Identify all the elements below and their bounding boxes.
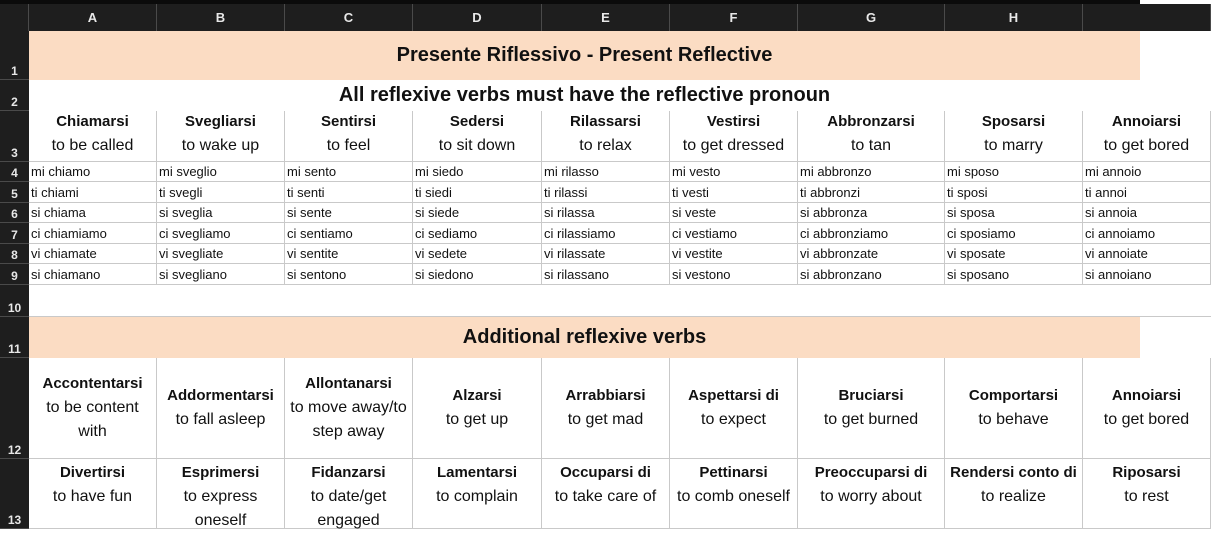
verb-english: to move away/to step away: [290, 399, 407, 440]
section-title[interactable]: Additional reflexive verbs: [29, 317, 1140, 358]
verb-english: to be content with: [46, 399, 139, 440]
verb-italian: Sposarsi: [981, 113, 1046, 130]
empty-cell[interactable]: [285, 285, 413, 317]
verb-english: to get dressed: [682, 137, 785, 154]
conjugation-cell[interactable]: vi chiamate: [29, 244, 157, 264]
verb-italian: Svegliarsi: [185, 113, 256, 130]
column-header[interactable]: E: [542, 4, 670, 31]
row-header[interactable]: 3: [0, 111, 29, 162]
column-header[interactable]: G: [798, 4, 945, 31]
column-header[interactable]: [1083, 4, 1211, 31]
conjugation-cell[interactable]: si sposa: [945, 203, 1083, 223]
page-title[interactable]: Presente Riflessivo - Present Reflective: [29, 31, 1140, 80]
row-header[interactable]: 13: [0, 459, 29, 529]
verb-header-cell[interactable]: [542, 111, 670, 162]
verb-italian: Abbronzarsi: [827, 113, 915, 130]
verb-english: to get bored: [1103, 411, 1190, 428]
conjugation-cell[interactable]: ci rilassiamo: [542, 223, 670, 244]
row-header[interactable]: 8: [0, 244, 29, 264]
verb-english: to complain: [436, 488, 518, 505]
verb-italian: Preoccuparsi di: [814, 464, 928, 481]
conjugation-cell[interactable]: mi chiamo: [29, 162, 157, 182]
conjugation-cell[interactable]: vi abbronzate: [798, 244, 945, 264]
verb-italian: Esprimersi: [181, 464, 260, 481]
verb-english: to comb oneself: [677, 488, 790, 505]
verb-italian: Aspettarsi di: [688, 387, 779, 404]
verb-italian: Arrabbiarsi: [565, 387, 646, 404]
additional-verb-cell[interactable]: [285, 358, 413, 459]
empty-cell[interactable]: [413, 285, 542, 317]
verb-italian: Alzarsi: [452, 387, 502, 404]
verb-english: to get mad: [567, 411, 644, 428]
row-header[interactable]: 10: [0, 285, 29, 317]
conjugation-cell[interactable]: ci sediamo: [413, 223, 542, 244]
additional-verb-cell[interactable]: [798, 459, 945, 529]
verb-english: to be called: [51, 137, 134, 154]
empty-cell[interactable]: [798, 285, 945, 317]
verb-italian: Rilassarsi: [570, 113, 641, 130]
empty-cell[interactable]: [157, 285, 285, 317]
column-header[interactable]: A: [29, 4, 157, 31]
conjugation-cell[interactable]: vi rilassate: [542, 244, 670, 264]
additional-verb-cell[interactable]: [29, 358, 157, 459]
additional-verb-cell[interactable]: [945, 358, 1083, 459]
conjugation-cell[interactable]: mi annoio: [1083, 162, 1211, 182]
verb-english: to marry: [984, 137, 1043, 154]
verb-english: to get burned: [823, 411, 919, 428]
subtitle[interactable]: All reflexive verbs must have the reflective pronoun: [338, 84, 831, 106]
additional-verb-cell[interactable]: [542, 358, 670, 459]
verb-italian: Fidanzarsi: [311, 464, 386, 481]
conjugation-cell[interactable]: ti sposi: [945, 182, 1083, 203]
additional-verb-cell[interactable]: [413, 358, 542, 459]
verb-english: to get bored: [1103, 137, 1190, 154]
conjugation-cell[interactable]: si annoiano: [1083, 264, 1211, 285]
conjugation-cell[interactable]: si siedono: [413, 264, 542, 285]
verb-english: to get up: [445, 411, 509, 428]
verb-italian: Annoiarsi: [1111, 387, 1182, 404]
conjugation-cell[interactable]: si rilassa: [542, 203, 670, 223]
conjugation-cell[interactable]: vi sentite: [285, 244, 413, 264]
verb-header-cell[interactable]: [670, 111, 798, 162]
verb-italian: Accontentarsi: [42, 375, 143, 392]
conjugation-cell[interactable]: si sveglia: [157, 203, 285, 223]
verb-italian: Sentirsi: [320, 113, 377, 130]
row-header[interactable]: 7: [0, 223, 29, 244]
verb-english: to rest: [1124, 488, 1169, 505]
conjugation-cell[interactable]: mi sento: [285, 162, 413, 182]
additional-verb-cell[interactable]: [798, 358, 945, 459]
conjugation-cell[interactable]: ti abbronzi: [798, 182, 945, 203]
additional-verb-cell[interactable]: [945, 459, 1083, 529]
conjugation-cell[interactable]: si rilassano: [542, 264, 670, 285]
additional-verb-cell[interactable]: [670, 358, 798, 459]
verb-italian: Comportarsi: [968, 387, 1059, 404]
row-header[interactable]: 9: [0, 264, 29, 285]
conjugation-cell[interactable]: ti vesti: [670, 182, 798, 203]
conjugation-cell[interactable]: mi vesto: [670, 162, 798, 182]
empty-cell[interactable]: [542, 285, 670, 317]
verb-italian: Rendersi conto di: [950, 464, 1077, 481]
verb-english: to expect: [701, 411, 766, 428]
conjugation-cell[interactable]: si chiamano: [29, 264, 157, 285]
empty-cell[interactable]: [945, 285, 1083, 317]
select-all-corner[interactable]: [0, 4, 29, 31]
conjugation-cell[interactable]: mi sposo: [945, 162, 1083, 182]
conjugation-cell[interactable]: vi vestite: [670, 244, 798, 264]
additional-verb-cell[interactable]: [670, 459, 798, 529]
additional-verb-cell[interactable]: [157, 358, 285, 459]
additional-verb-cell[interactable]: [413, 459, 542, 529]
column-header[interactable]: D: [413, 4, 542, 31]
verb-header-cell[interactable]: [285, 111, 413, 162]
row-header[interactable]: 12: [0, 358, 29, 459]
verb-italian: Pettinarsi: [699, 464, 768, 481]
conjugation-cell[interactable]: ti rilassi: [542, 182, 670, 203]
verb-header-cell[interactable]: [157, 111, 285, 162]
verb-italian: Divertirsi: [59, 464, 126, 481]
verb-header-cell[interactable]: [798, 111, 945, 162]
additional-verb-cell[interactable]: [157, 459, 285, 529]
conjugation-cell[interactable]: vi svegliate: [157, 244, 285, 264]
conjugation-cell[interactable]: si veste: [670, 203, 798, 223]
conjugation-cell[interactable]: ti senti: [285, 182, 413, 203]
row-header[interactable]: 4: [0, 162, 29, 182]
conjugation-cell[interactable]: si vestono: [670, 264, 798, 285]
verb-italian: Annoiarsi: [1111, 113, 1182, 130]
verb-english: to date/get engaged: [310, 488, 387, 529]
verb-english: to have fun: [52, 488, 133, 505]
column-header[interactable]: C: [285, 4, 413, 31]
conjugation-cell[interactable]: ti annoi: [1083, 182, 1211, 203]
conjugation-cell[interactable]: ci sentiamo: [285, 223, 413, 244]
verb-english: to take care of: [554, 488, 657, 505]
conjugation-cell[interactable]: si siede: [413, 203, 542, 223]
conjugation-cell[interactable]: mi siedo: [413, 162, 542, 182]
conjugation-cell[interactable]: mi rilasso: [542, 162, 670, 182]
verb-english: to sit down: [438, 137, 516, 154]
conjugation-cell[interactable]: ci vestiamo: [670, 223, 798, 244]
verb-italian: Riposarsi: [1112, 464, 1181, 481]
row-header[interactable]: 5: [0, 182, 29, 203]
empty-cell[interactable]: [670, 285, 798, 317]
verb-english: to wake up: [181, 137, 260, 154]
conjugation-cell[interactable]: mi abbronzo: [798, 162, 945, 182]
verb-english: to feel: [326, 137, 371, 154]
conjugation-cell[interactable]: mi sveglio: [157, 162, 285, 182]
column-header[interactable]: F: [670, 4, 798, 31]
conjugation-cell[interactable]: si abbronzano: [798, 264, 945, 285]
conjugation-cell[interactable]: ci svegliamo: [157, 223, 285, 244]
verb-italian: Addormentarsi: [167, 387, 274, 404]
conjugation-cell[interactable]: si chiama: [29, 203, 157, 223]
empty-cell[interactable]: [1083, 285, 1211, 317]
conjugation-cell[interactable]: si sente: [285, 203, 413, 223]
conjugation-cell[interactable]: vi annoiate: [1083, 244, 1211, 264]
conjugation-cell[interactable]: si sentono: [285, 264, 413, 285]
column-header[interactable]: H: [945, 4, 1083, 31]
conjugation-cell[interactable]: vi sedete: [413, 244, 542, 264]
conjugation-cell[interactable]: si annoia: [1083, 203, 1211, 223]
verb-italian: Allontanarsi: [305, 375, 392, 392]
row-header[interactable]: 1: [0, 31, 29, 80]
verb-italian: Chiamarsi: [56, 113, 129, 130]
verb-english: to express oneself: [183, 488, 258, 529]
conjugation-cell[interactable]: ti chiami: [29, 182, 157, 203]
conjugation-cell[interactable]: ci sposiamo: [945, 223, 1083, 244]
additional-verb-cell[interactable]: [29, 459, 157, 529]
verb-header-cell[interactable]: [413, 111, 542, 162]
verb-english: to worry about: [820, 488, 922, 505]
verb-header-cell[interactable]: [1083, 111, 1211, 162]
verb-english: to fall asleep: [175, 411, 266, 428]
verb-italian: Lamentarsi: [436, 464, 518, 481]
conjugation-cell[interactable]: ci annoiamo: [1083, 223, 1211, 244]
row-header[interactable]: 6: [0, 203, 29, 223]
conjugation-cell[interactable]: si abbronza: [798, 203, 945, 223]
verb-english: to realize: [981, 488, 1046, 505]
conjugation-cell[interactable]: si sposano: [945, 264, 1083, 285]
verb-italian: Bruciarsi: [838, 387, 904, 404]
column-header[interactable]: B: [157, 4, 285, 31]
verb-header-cell[interactable]: [29, 111, 157, 162]
conjugation-cell[interactable]: ti siedi: [413, 182, 542, 203]
verb-italian: Occuparsi di: [560, 464, 651, 481]
verb-english: to relax: [579, 137, 632, 154]
row-header[interactable]: 11: [0, 317, 29, 358]
verb-italian: Sedersi: [449, 113, 505, 130]
additional-verb-cell[interactable]: [542, 459, 670, 529]
conjugation-cell[interactable]: ci abbronziamo: [798, 223, 945, 244]
empty-cell[interactable]: [29, 285, 157, 317]
additional-verb-cell[interactable]: [1083, 358, 1211, 459]
verb-english: to behave: [978, 411, 1049, 428]
verb-english: to tan: [850, 137, 892, 154]
conjugation-cell[interactable]: vi sposate: [945, 244, 1083, 264]
additional-verb-cell[interactable]: [285, 459, 413, 529]
conjugation-cell[interactable]: si svegliano: [157, 264, 285, 285]
verb-header-cell[interactable]: [945, 111, 1083, 162]
additional-verb-cell[interactable]: [1083, 459, 1211, 529]
conjugation-cell[interactable]: ti svegli: [157, 182, 285, 203]
verb-italian: Vestirsi: [706, 113, 761, 130]
row-header[interactable]: 2: [0, 80, 29, 111]
conjugation-cell[interactable]: ci chiamiamo: [29, 223, 157, 244]
